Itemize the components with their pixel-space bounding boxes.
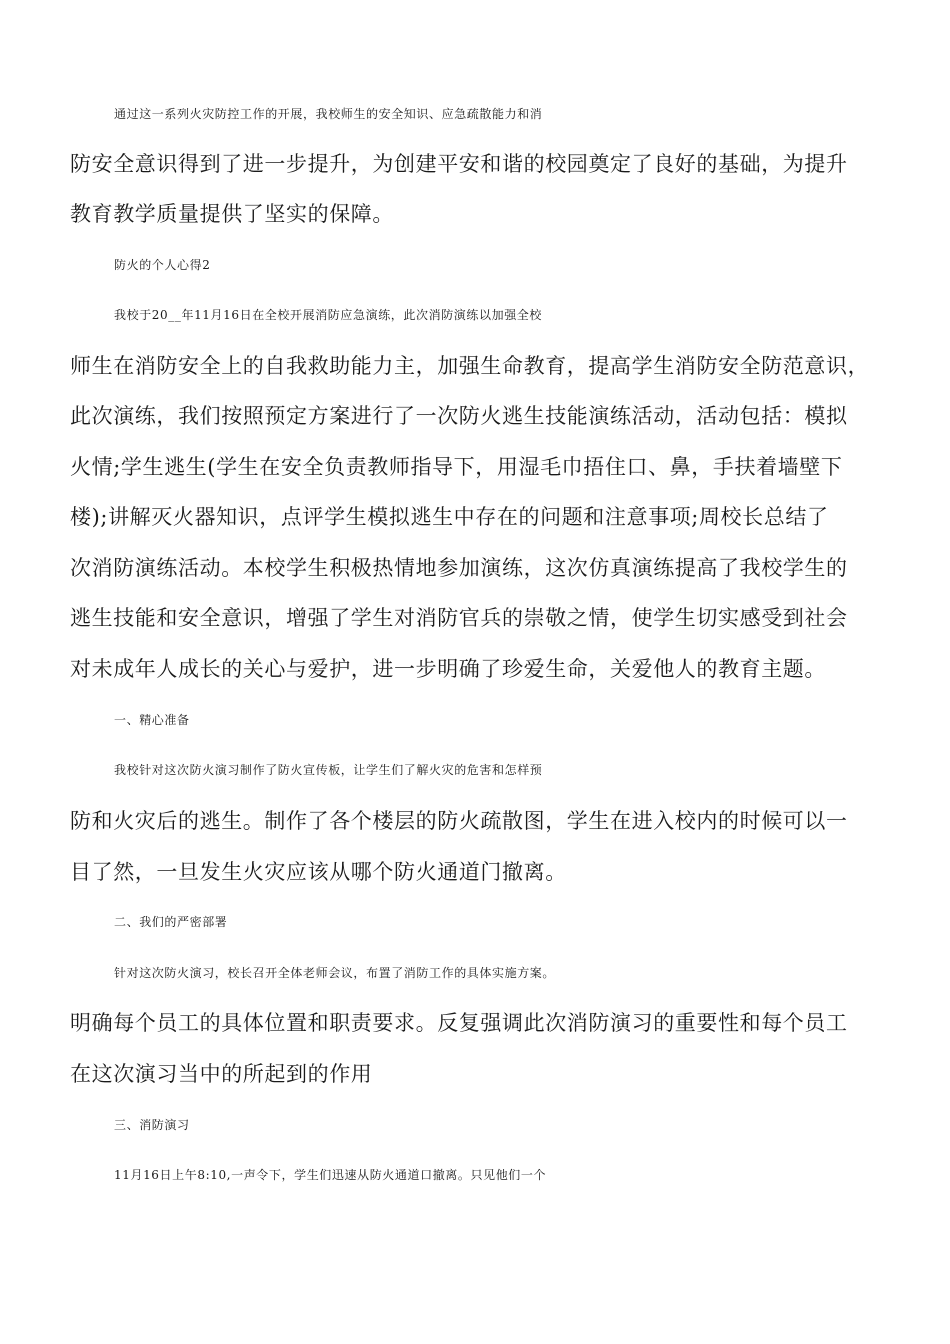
paragraph-line: 教育教学质量提供了坚实的保障。 bbox=[70, 202, 394, 226]
paragraph-line: 在这次演习当中的所起到的作用 bbox=[70, 1062, 373, 1086]
paragraph-line: 我校针对这次防火演习制作了防火宣传板，让学生们了解火灾的危害和怎样预 bbox=[114, 763, 543, 777]
paragraph-line: 火情;学生逃生(学生在安全负责教师指导下，用湿毛巾捂住口、鼻，手扶着墙壁下 bbox=[70, 455, 843, 479]
paragraph-line: 明确每个员工的具体位置和职责要求。反复强调此次消防演习的重要性和每个员工 bbox=[70, 1011, 848, 1035]
paragraph-line: 针对这次防火演习，校长召开全体老师会议，布置了消防工作的具体实施方案。 bbox=[114, 966, 556, 980]
section-heading: 防火的个人心得2 bbox=[114, 258, 211, 272]
paragraph-line: 此次演练，我们按照预定方案进行了一次防火逃生技能演练活动，活动包括：模拟 bbox=[70, 404, 848, 428]
section-heading: 二、我们的严密部署 bbox=[114, 915, 228, 929]
paragraph-line: 防安全意识得到了进一步提升，为创建平安和谐的校园奠定了良好的基础，为提升 bbox=[70, 152, 848, 176]
paragraph-line: 通过这一系列火灾防控工作的开展，我校师生的安全知识、应急疏散能力和消 bbox=[114, 107, 543, 121]
paragraph-line: 目了然，一旦发生火灾应该从哪个防火通道门撤离。 bbox=[70, 860, 567, 884]
paragraph-line: 楼);讲解灭火器知识，点评学生模拟逃生中存在的问题和注意事项;周校长总结了 bbox=[70, 505, 829, 529]
paragraph-line: 对未成年人成长的关心与爱护，进一步明确了珍爱生命，关爱他人的教育主题。 bbox=[70, 657, 826, 681]
paragraph-line: 逃生技能和安全意识，增强了学生对消防官兵的崇敬之情，使学生切实感受到社会 bbox=[70, 606, 848, 630]
paragraph-line: 次消防演练活动。本校学生积极热情地参加演练，这次仿真演练提高了我校学生的 bbox=[70, 556, 848, 580]
paragraph-line: 师生在消防安全上的自我救助能力主，加强生命教育，提高学生消防安全防范意识， bbox=[70, 354, 870, 378]
paragraph-line: 防和火灾后的逃生。制作了各个楼层的防火疏散图，学生在进入校内的时候可以一 bbox=[70, 809, 848, 833]
paragraph-line: 11月16日上午8:10,一声令下，学生们迅速从防火通道口撤离。只见他们一个 bbox=[114, 1168, 547, 1182]
paragraph-line: 我校于20__年11月16日在全校开展消防应急演练，此次消防演练以加强全校 bbox=[114, 308, 543, 322]
section-heading: 一、精心准备 bbox=[114, 713, 190, 727]
section-heading: 三、消防演习 bbox=[114, 1118, 190, 1132]
